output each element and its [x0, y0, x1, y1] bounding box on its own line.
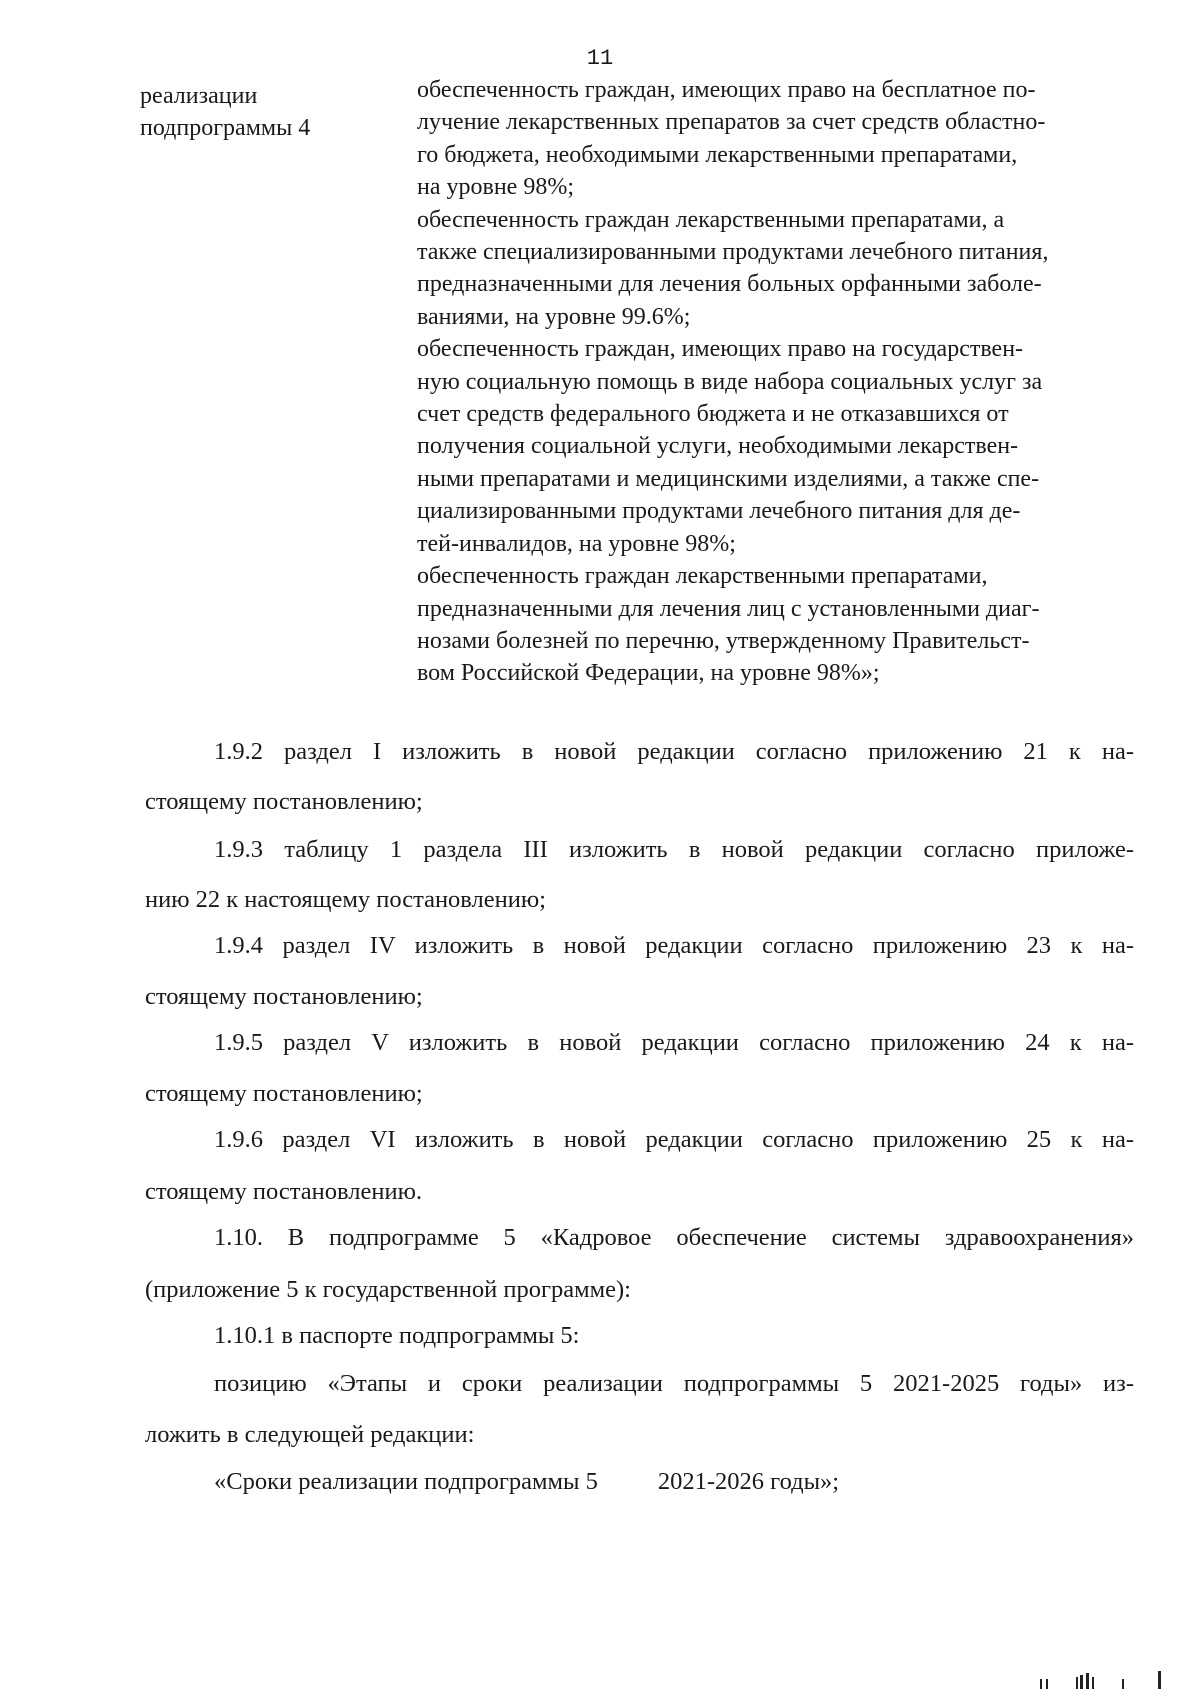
- value-line: ными препаратами и медицинскими изделиями, а также спе-: [417, 465, 1040, 492]
- value-line: обеспеченность граждан лекарственными препаратами, а: [417, 206, 1005, 233]
- value-line: го бюджета, необходимыми лекарственными препаратами,: [417, 141, 1018, 168]
- paragraph-1-9-4-line2: стоящему постановлению;: [145, 983, 423, 1010]
- value-line: ваниями, на уровне 99.6%;: [417, 303, 691, 330]
- paragraph-position-line2: ложить в следующей редакции:: [145, 1421, 475, 1448]
- scan-artifact-marks: [1040, 1671, 1170, 1689]
- value-line: получения социальной услуги, необходимыми лекарствен-: [417, 433, 1019, 460]
- value-line: лучение лекарственных препаратов за счет средств областно-: [417, 109, 1046, 136]
- page-number: 11: [586, 46, 614, 71]
- paragraph-1-9-6-line2: стоящему постановлению.: [145, 1178, 423, 1205]
- new-edition-label: «Сроки реализации подпрограммы 5: [214, 1468, 598, 1495]
- value-line: тей-инвалидов, на уровне 98%;: [417, 530, 736, 557]
- value-line: счет средств федерального бюджета и не отказавшихся от: [417, 401, 1009, 428]
- value-line: обеспеченность граждан лекарственными препаратами,: [417, 563, 988, 590]
- paragraph-1-9-3-line2: нию 22 к настоящему постановлению;: [145, 886, 546, 913]
- paragraph-1-9-5-line1: 1.9.5 раздел V изложить в новой редакции согласно приложению 24 к на-: [214, 1029, 1134, 1056]
- value-line: нозами болезней по перечню, утвержденному Правительст-: [417, 627, 1030, 654]
- new-edition-value: 2021-2026 годы»;: [657, 1468, 840, 1495]
- paragraph-1-9-2-line2: стоящему постановлению;: [145, 788, 423, 815]
- value-line: вом Российской Федерации, на уровне 98%»;: [417, 660, 880, 687]
- paragraph-position-line1: позицию «Этапы и сроки реализации подпрограммы 5 2021-2025 годы» из-: [214, 1370, 1134, 1397]
- value-line: на уровне 98%;: [417, 174, 574, 201]
- value-line: обеспеченность граждан, имеющих право на государствен-: [417, 336, 1024, 363]
- passport-row-label: [140, 80, 410, 144]
- paragraph-1-9-2-line1: 1.9.2 раздел I изложить в новой редакции согласно приложению 21 к на-: [214, 738, 1134, 765]
- passport-row-value: [417, 74, 1162, 690]
- value-line: предназначенными для лечения лиц с установленными диаг-: [417, 595, 1040, 622]
- label-line: реализации: [140, 83, 258, 109]
- paragraph-1-10-line1: 1.10. В подпрограмме 5 «Кадровое обеспечение системы здравоохранения»: [214, 1224, 1134, 1251]
- paragraph-1-9-4-line1: 1.9.4 раздел IV изложить в новой редакции согласно приложению 23 к на-: [214, 932, 1134, 959]
- value-line: также специализированными продуктами лечебного питания,: [417, 239, 1049, 266]
- label-line: подпрограммы 4: [140, 115, 311, 141]
- value-line: циализированными продуктами лечебного питания для де-: [417, 498, 1021, 525]
- paragraph-1-10-1: 1.10.1 в паспорте подпрограммы 5:: [214, 1322, 580, 1349]
- paragraph-1-9-3-line1: 1.9.3 таблицу 1 раздела III изложить в новой редакции согласно приложе-: [214, 836, 1134, 863]
- paragraph-new-edition: [214, 1468, 1200, 1496]
- paragraph-1-10-line2: (приложение 5 к государственной программе):: [145, 1276, 631, 1303]
- value-line: ную социальную помощь в виде набора социальных услуг за: [417, 368, 1043, 395]
- paragraph-1-9-6-line1: 1.9.6 раздел VI изложить в новой редакции согласно приложению 25 к на-: [214, 1126, 1134, 1153]
- value-line: предназначенными для лечения больных орфанными заболе-: [417, 271, 1042, 298]
- paragraph-1-9-5-line2: стоящему постановлению;: [145, 1080, 423, 1107]
- value-line: обеспеченность граждан, имеющих право на бесплатное по-: [417, 77, 1036, 103]
